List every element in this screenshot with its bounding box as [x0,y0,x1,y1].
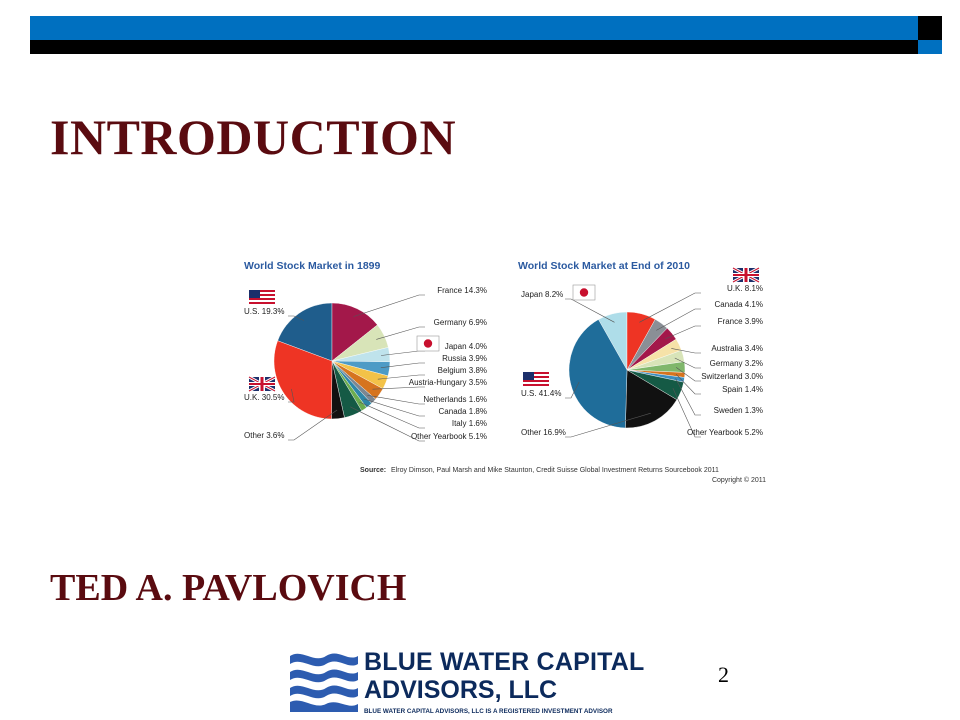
source-line [360,467,719,474]
slice-label: Australia 3.4% [711,344,763,353]
slice-label: Other Yearbook 5.1% [410,432,487,441]
slice-label: Sweden 1.3% [713,406,763,415]
waves-logo-icon [288,648,360,714]
slice-label: Spain 1.4% [722,385,763,394]
slice-label: Japan 4.0% [444,342,487,351]
leader-line [364,399,425,416]
source-label: Source: [360,467,387,474]
presenter-name: TED A. PAVLOVICH [50,567,407,609]
logo-name-line2: ADVISORS, LLC [364,676,558,704]
uk-flag-icon [249,377,275,391]
slice-label: France 3.9% [717,317,763,326]
slice-label: Japan 8.2% [521,290,564,299]
source-copyright: Copyright © 2011 [711,477,766,484]
slice-label: U.S. 41.4% [521,389,562,398]
slice-label: Belgium 3.8% [437,366,487,375]
slice-label: Russia 3.9% [442,354,487,363]
slice-label: Other 3.6% [244,431,285,440]
slice-label: Germany 3.2% [709,359,763,368]
slice-label: Italy 1.6% [451,419,487,428]
slice-label: France 14.3% [437,286,487,295]
chart-title-2010: World Stock Market at End of 2010 [518,260,690,272]
chart-title-1899: World Stock Market in 1899 [244,260,381,272]
slice-label: Germany 6.9% [433,318,487,327]
japan-flag-icon [417,336,439,351]
slice-label: Netherlands 1.6% [423,395,487,404]
slice-label: Canada 1.8% [438,407,487,416]
slice-label: Other Yearbook 5.2% [686,428,763,437]
slice-label: U.S. 19.3% [244,307,285,316]
logo-name-line1: BLUE WATER CAPITAL [364,648,645,676]
leader-line [353,295,425,317]
us-flag-icon-2010 [523,372,549,386]
company-logo [288,648,660,718]
us-flag-icon [249,290,275,304]
slice-label: Switzerland 3.0% [701,372,763,381]
slice-label: Canada 4.1% [714,300,763,309]
slice-label: U.K. 30.5% [244,393,285,402]
slice-label: U.K. 8.1% [726,284,763,293]
slice-label: Other 16.9% [521,428,566,437]
japan-flag-icon-2010 [573,285,595,300]
slide-title: INTRODUCTION [50,109,457,165]
pie-2010 [569,312,685,428]
source-text: Elroy Dimson, Paul Marsh and Mike Staunton, Credit Suisse Global Investment Returns Sourcebook 2011 [391,467,719,474]
page-number: 2 [718,662,729,687]
logo-tagline: BLUE WATER CAPITAL ADVISORS, LLC IS A REGISTERED INVESTMENT ADVISOR [364,708,613,715]
slice-label: Austria-Hungary 3.5% [408,378,487,387]
uk-flag-icon-2010 [733,268,759,282]
